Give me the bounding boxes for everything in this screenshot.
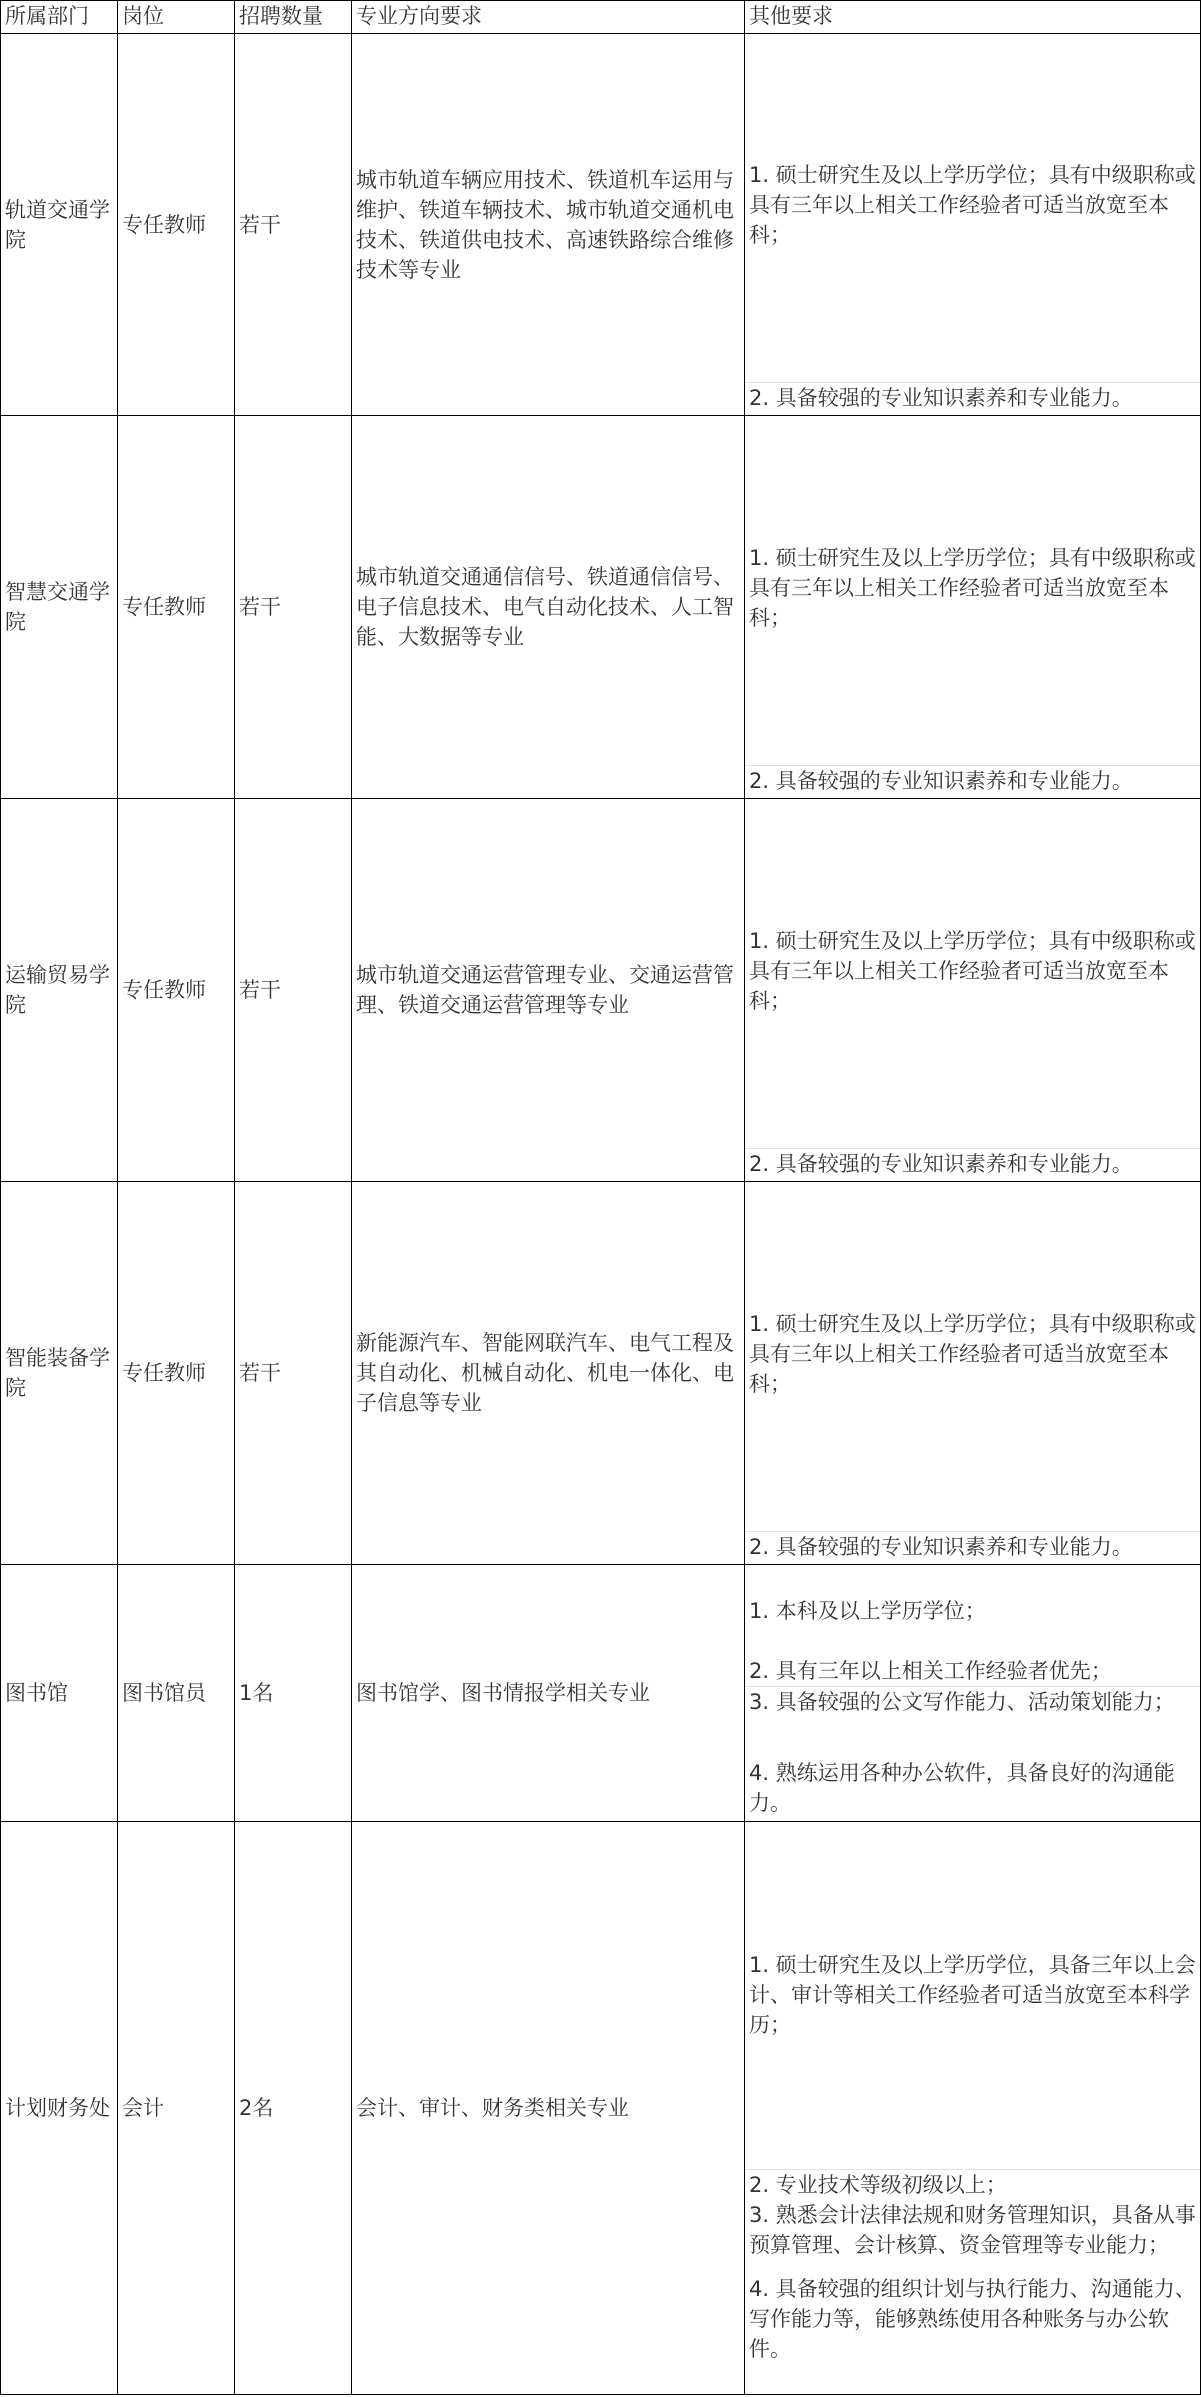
header-department: 所属部门 <box>5 4 89 28</box>
requirement-item: 1. 本科及以上学历学位； <box>749 1599 986 1623</box>
position-cell <box>118 1822 234 2394</box>
position-cell <box>118 799 234 1181</box>
department-text: 计划财务处 <box>5 2096 110 2120</box>
count-text: 若干 <box>239 978 281 1002</box>
major-text: 会计、审计、财务类相关专业 <box>356 2096 629 2120</box>
count-cell <box>235 799 351 1181</box>
position-text: 专任教师 <box>122 595 206 619</box>
requirement-item: 2. 具备较强的专业知识素养和专业能力。 <box>749 1152 1133 1176</box>
requirement-item: 1. 硕士研究生及以上学历学位；具有中级职称或具有三年以上相关工作经验者可适当放宽至本科； <box>749 929 1196 1013</box>
requirement-item: 2. 具备较强的专业知识素养和专业能力。 <box>749 1535 1133 1559</box>
department-cell <box>1 34 117 415</box>
position-text: 专任教师 <box>122 212 206 237</box>
requirement-item: 1. 硕士研究生及以上学历学位，具备三年以上会计、审计等相关工作经验者可适当放宽至本科学历； <box>749 1953 1196 2037</box>
requirement-item: 2. 具备较强的专业知识素养和专业能力。 <box>749 386 1133 410</box>
requirement-item: 1. 硕士研究生及以上学历学位；具有中级职称或具有三年以上相关工作经验者可适当放宽至本科； <box>749 1312 1196 1396</box>
major-text: 城市轨道车辆应用技术、铁道机车运用与维护、铁道车辆技术、城市轨道交通机电技术、铁道供电技术、高速铁路综合维修技术等专业 <box>356 167 734 282</box>
count-cell <box>235 1565 351 1821</box>
requirement-item: 1. 硕士研究生及以上学历学位；具有中级职称或具有三年以上相关工作经验者可适当放宽至本科； <box>749 163 1196 247</box>
department-cell <box>1 799 117 1181</box>
count-text: 2名 <box>239 2096 274 2120</box>
header-position: 岗位 <box>122 4 164 28</box>
requirement-item: 2. 具有三年以上相关工作经验者优先； <box>749 1659 1112 1683</box>
major-cell <box>352 34 744 415</box>
count-cell <box>235 1822 351 2394</box>
count-text: 若干 <box>239 595 281 619</box>
header-count: 招聘数量 <box>239 4 323 28</box>
major-text: 城市轨道交通通信信号、铁道通信信号、电子信息技术、电气自动化技术、人工智能、大数据等专业 <box>356 565 734 649</box>
requirement-item: 3. 熟悉会计法律法规和财务管理知识，具备从事预算管理、会计核算、资金管理等专业能力； <box>749 2203 1196 2257</box>
position-text: 会计 <box>122 2096 164 2120</box>
position-cell <box>118 34 234 415</box>
department-cell <box>1 1182 117 1564</box>
major-cell <box>352 799 744 1181</box>
requirement-item: 1. 硕士研究生及以上学历学位；具有中级职称或具有三年以上相关工作经验者可适当放宽至本科； <box>749 546 1196 630</box>
department-text: 运输贸易学院 <box>5 963 110 1017</box>
department-text: 智慧交通学院 <box>5 580 110 634</box>
major-cell <box>352 416 744 798</box>
position-cell <box>118 416 234 798</box>
department-cell <box>1 1822 117 2394</box>
requirement-item: 2. 具备较强的专业知识素养和专业能力。 <box>749 769 1133 793</box>
position-text: 图书馆员 <box>122 1681 206 1705</box>
requirement-item: 2. 专业技术等级初级以上； <box>749 2173 1007 2197</box>
department-cell <box>1 1565 117 1821</box>
major-text: 新能源汽车、智能网联汽车、电气工程及其自动化、机械自动化、机电一体化、电子信息等专业 <box>356 1331 734 1415</box>
major-text: 城市轨道交通运营管理专业、交通运营管理、铁道交通运营管理等专业 <box>356 963 734 1017</box>
department-text: 智能装备学院 <box>5 1346 110 1400</box>
count-text: 若干 <box>239 212 281 237</box>
position-text: 专任教师 <box>122 1361 206 1385</box>
header-major: 专业方向要求 <box>356 4 482 28</box>
department-text: 图书馆 <box>5 1681 68 1705</box>
count-cell <box>235 34 351 415</box>
department-cell <box>1 416 117 798</box>
requirement-item: 3. 具备较强的公文写作能力、活动策划能力； <box>749 1690 1175 1714</box>
count-text: 1名 <box>239 1681 274 1705</box>
count-cell <box>235 416 351 798</box>
count-cell <box>235 1182 351 1564</box>
position-text: 专任教师 <box>122 978 206 1002</box>
requirement-item: 4. 具备较强的组织计划与执行能力、沟通能力、写作能力等，能够熟练使用各种账务与办公软件。 <box>749 2277 1196 2361</box>
position-cell <box>118 1182 234 1564</box>
department-text: 轨道交通学院 <box>5 197 110 252</box>
header-other-requirements: 其他要求 <box>749 4 833 28</box>
major-text: 图书馆学、图书情报学相关专业 <box>356 1681 650 1705</box>
major-cell <box>352 1822 744 2394</box>
major-cell <box>352 1182 744 1564</box>
major-cell <box>352 1565 744 1821</box>
requirement-item: 4. 熟练运用各种办公软件，具备良好的沟通能力。 <box>749 1761 1175 1815</box>
position-cell <box>118 1565 234 1821</box>
count-text: 若干 <box>239 1361 281 1385</box>
